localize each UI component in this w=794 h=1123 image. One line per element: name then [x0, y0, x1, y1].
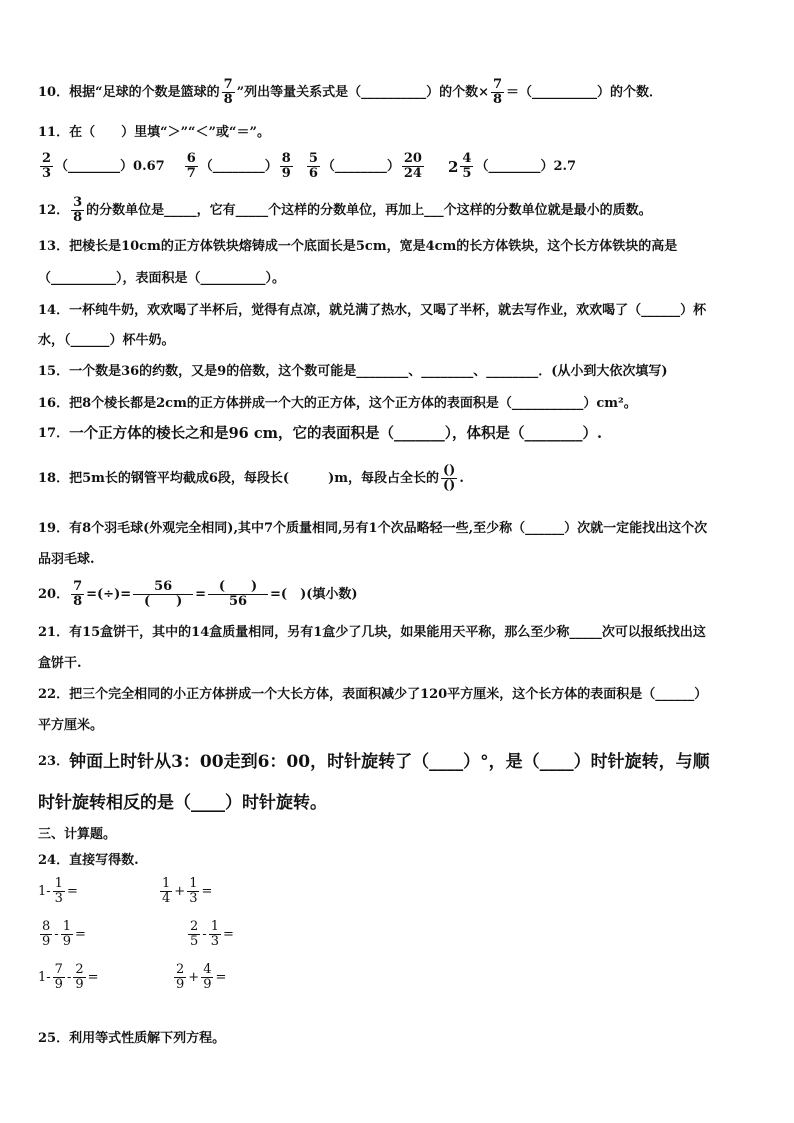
- question-21-line1: 21．有15盒饼干，其中的14盒质量相同，另有1盒少了几块，如果能用天平称，那么至少称_____次可以报纸找出这: [38, 625, 706, 640]
- question-23-line1: 23． 钟面上时针从3：00走到6：00，时针旋转了（____）°，是（____）时针旋转，与顺: [38, 752, 710, 772]
- fraction: $\frac{20}{24}$: [403, 151, 422, 181]
- question-24-title: 24．直接写得数.: [38, 853, 139, 868]
- calc-4: $\frac{2}{5}$ - $\frac{1}{3}$ =: [190, 919, 234, 949]
- fraction-56-blank: $\frac{56}{( )}$: [133, 580, 193, 609]
- fraction: $\frac{5}{6}$: [308, 151, 318, 181]
- question-20: 20． $\frac{7}{8}$ =(÷)= $\frac{56}{( )}$ = $\frac{( )}{56}$ =( )(填小数): [38, 579, 358, 609]
- calc-5: 1- $\frac{7}{9}$ - $\frac{2}{9}$ =: [38, 962, 99, 992]
- question-13-line1: 13．把棱长是10cm的正方体铁块熔铸成一个底面长是5cm，宽是4cm的长方体铁块，这个长方体铁块的高是: [38, 239, 678, 254]
- fraction-7-8: $\frac{7}{8}$: [73, 579, 83, 609]
- question-22-line1: 22．把三个完全相同的小正方体拼成一个大长方体，表面积减少了120平方厘米，这个长方体的表面积是（______）: [38, 687, 708, 702]
- question-11-items: $\frac{2}{3}$ （________）0.67 $\frac{6}{7}$ （________） $\frac{8}{9}$ $\frac{5}{6}$ （________） $\frac{20}{24}$ 2 $\frac{4}{5}$ （________）2.7: [42, 151, 577, 181]
- question-16: 16．把8个棱长都是2cm的正方体拼成一个大的正方体，这个正方体的表面积是（___________）cm²。: [38, 396, 637, 411]
- calc-1: 1- $\frac{1}{3}$ =: [38, 876, 78, 906]
- question-14-line1: 14．一杯纯牛奶，欢欢喝了半杯后，觉得有点凉，就兑满了热水，又喝了半杯，就去写作业，欢欢喝了（______）杯: [38, 303, 707, 318]
- fraction-7-8: $\frac{7}{8}$: [223, 77, 233, 107]
- mixed-fraction: $\frac{4}{5}$: [462, 151, 472, 181]
- fraction: $\frac{6}{7}$: [186, 151, 196, 181]
- question-19-line1: 19．有8个羽毛球(外观完全相同),其中7个质量相同,另有1个次品略轻一些,至少称（______）次就一定能找出这个次: [38, 521, 708, 536]
- question-23-line2: 时针旋转相反的是（____）时针旋转。: [38, 793, 327, 813]
- question-21-line2: 盒饼干.: [38, 656, 82, 671]
- calc-3: $\frac{8}{9}$ - $\frac{1}{9}$ =: [42, 919, 86, 949]
- question-11-title: 11．在（ ）里填“＞”“＜”或“＝”。: [38, 125, 270, 140]
- fraction-7-8-b: $\frac{7}{8}$: [493, 77, 503, 107]
- section-3-heading: 三、计算题。: [38, 827, 117, 842]
- question-10: 10．根据“足球的个数是篮球的 $\frac{7}{8}$ ”列出等量关系式是（__________）的个数× $\frac{7}{8}$ ＝（__________）的个数．: [38, 77, 663, 107]
- fraction: $\frac{8}{9}$: [281, 151, 291, 181]
- calc-6: $\frac{2}{9}$ + $\frac{4}{9}$ =: [176, 962, 227, 992]
- question-25: 25．利用等式性质解下列方程。: [38, 1031, 226, 1046]
- question-13-line2: （__________），表面积是（__________）。: [38, 271, 286, 286]
- question-12: 12． $\frac{3}{8}$ 的分数单位是_____，它有_____个这样的分数单位，再加上___个这样的分数单位就是最小的质数。: [38, 195, 652, 225]
- fraction-3-8: $\frac{3}{8}$: [73, 195, 83, 225]
- question-15: 15．一个数是36的约数，又是9的倍数，这个数可能是________、________、________．(从小到大依次填写): [38, 364, 668, 379]
- question-18: 18．把5m长的钢管平均截成6段，每段长( )m，每段占全长的 $\frac{()}{()}$ .: [38, 463, 464, 493]
- question-19-line2: 品羽毛球.: [38, 552, 95, 567]
- question-17: 17． 一个正方体的棱长之和是96 cm，它的表面积是（_______），体积是（________）.: [38, 425, 603, 442]
- question-14-line2: 水，（______）杯牛奶。: [38, 333, 175, 348]
- question-22-line2: 平方厘米。: [38, 718, 104, 733]
- fraction-blank-56: $\frac{( )}{56}$: [208, 580, 268, 609]
- calc-2: $\frac{1}{4}$ + $\frac{1}{3}$ =: [162, 876, 213, 906]
- fraction: $\frac{2}{3}$: [42, 151, 52, 181]
- blank-fraction: $\frac{()}{()}$: [443, 463, 456, 493]
